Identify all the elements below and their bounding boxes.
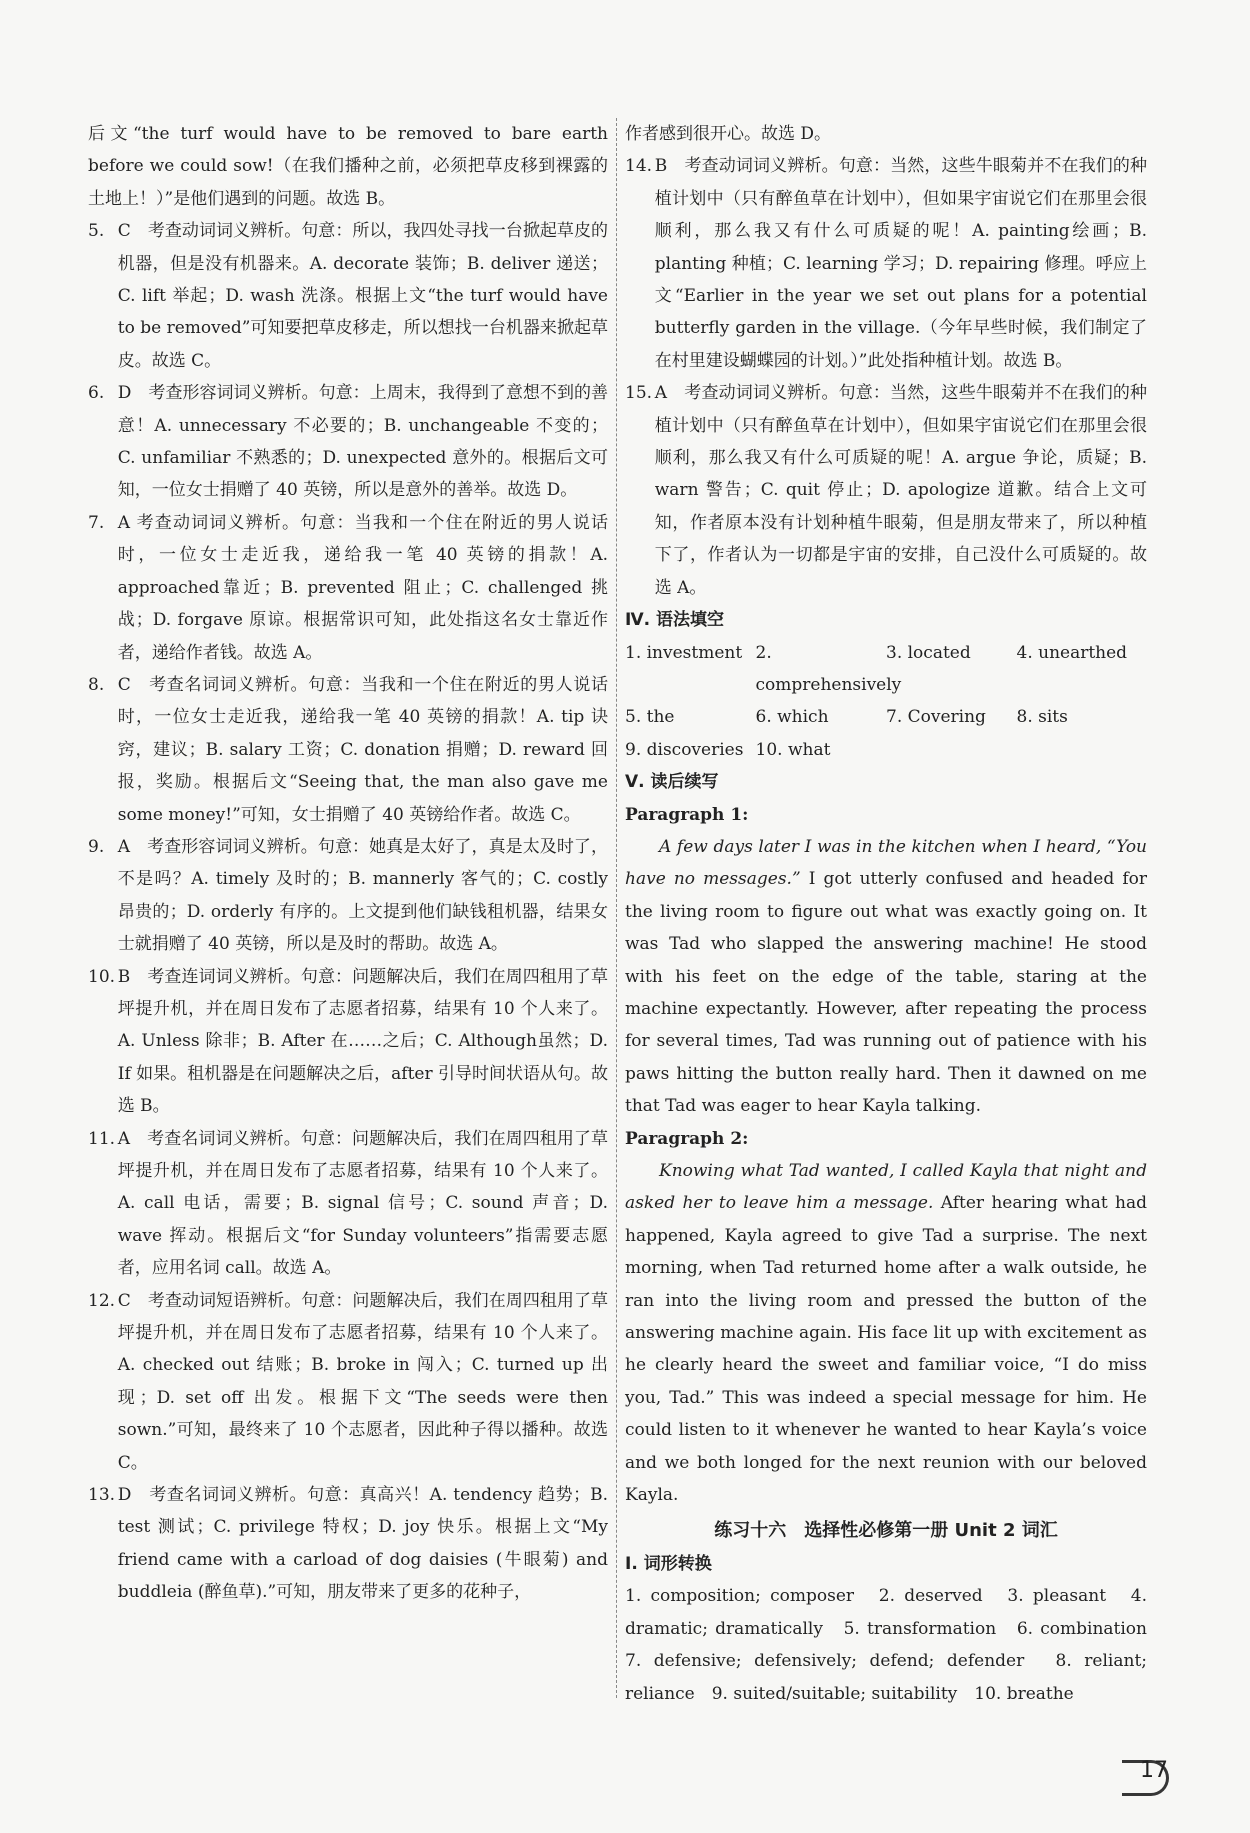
grammar-answers <box>625 637 1147 767</box>
p2-lead: Knowing what Tad wanted, I called Kayla that night and asked her to leave him a message. <box>625 1161 1147 1214</box>
page-number: 17 <box>1140 1758 1168 1783</box>
item-number: 14. <box>625 156 653 177</box>
item-text: A 考查动词词义辨析。句意：当然，这些牛眼菊并不在我们的种植计划中（只有醉鱼草在计划中），但如果宇宙说它们在那里会很顺利，那么我又有什么可质疑的呢！A. argue 争论，质疑；B. warn 警告；C. quit 停止；D. apologize 道歉。结合上文可知，作者原本没有计划种植牛眼菊，但是朋友带来了，所以种植下了，作者认为一切都是宇宙的安排，自己没什么可质疑的。故选 A。 <box>654 383 1147 598</box>
item-text: A 考查名词词义辨析。句意：问题解决后，我们在周四租用了草坪提升机，并在周日发布了志愿者招募，结果有 10 个人来了。A. call 电话，需要；B. signal 信号；C. sound 声音；D. wave 挥动。根据后文“for Sunday volunteers”指需要志愿者，应用名词 call。故选 A。 <box>117 1128 608 1279</box>
answer-item <box>625 118 1147 150</box>
answer-item <box>88 215 608 377</box>
word-form-answers: 1. composition; composer 2. deserved 3. pleasant 4. dramatic; dramatically 5. transformation 6. combination 7. defensive; defensively; defend; defender 8. reliant; reliance 9. suited/suitable; suitability 10. breathe <box>625 1586 1164 1704</box>
item-text: C 考查动词短语辨析。句意：问题解决后，我们在周四租用了草坪提升机，并在周日发布了志愿者招募，结果有 10 个人来了。A. checked out 结账；B. broke in 闯入；C. turned up 出现；D. set off 出发。根据下文“The seeds were then sown.”可知，最终来了 10 个志愿者，因此种子得以播种。故选 C。 <box>117 1290 608 1473</box>
answer-item <box>88 831 608 961</box>
p1-lead: A few days later I was in the kitchen when I heard, <box>659 836 1102 857</box>
exercise-title: 练习十六 选择性必修第一册 Unit 2 词汇 <box>714 1520 1058 1542</box>
item-text: 作者感到很开心。故选 D。 <box>625 124 832 144</box>
answer-item <box>625 150 1147 377</box>
column-divider <box>616 118 617 1698</box>
grammar-answer: 5. the <box>625 707 675 728</box>
paragraph-2 <box>625 1155 1147 1511</box>
left-column <box>88 118 608 1609</box>
item-number: 10. <box>88 966 116 987</box>
grammar-answer: 10. what <box>755 739 831 760</box>
item-number: 6. <box>88 383 105 404</box>
continuation-heading: Ⅴ. 读后续写 <box>625 772 719 793</box>
answer-item <box>88 669 608 831</box>
item-number: 11. <box>88 1128 116 1149</box>
p2-body: After hearing what had happened, Kayla agreed to give Tad a surprise. The next morning, when Tad returned home after a walk outside, he ran into the living room and pressed the button of the answering machine again. His face lit up with excitement as he clearly heard the sweet and familiar voice, “I do miss you, Tad.” This was indeed a special message for him. He could listen to it whenever he wanted to hear Kayla’s voice and we both longed for the next reunion with our beloved Kayla. <box>625 1193 1147 1506</box>
item-number: 12. <box>88 1290 116 1311</box>
grammar-answer: 6. which <box>755 707 829 728</box>
p1-quote: “You have no messages.” <box>625 836 1147 890</box>
answer-items <box>625 118 1147 604</box>
answer-item <box>88 961 608 1123</box>
grammar-answer: 7. Covering <box>886 707 986 728</box>
paragraph-1 <box>625 831 1147 1123</box>
answer-item <box>625 377 1147 604</box>
item-text: C 考查名词词义辨析。句意：当我和一个住在附近的男人说话时，一位女士走近我，递给我一笔 40 英镑的捐款！A. tip 诀窍，建议；B. salary 工资；C. donation 捐赠；D. reward 回报，奖励。根据后文“Seeing that, the man also gave me some money!”可知，女士捐赠了 40 英镑给作者。故选 C。 <box>117 674 608 825</box>
grammar-answer: 4. unearthed <box>1016 642 1128 663</box>
grammar-answer: 2. comprehensively <box>755 642 902 695</box>
p1-body: I got utterly confused and headed for the living room to figure out what was exactly going on. It was Tad who slapped the answering machine! He stood with his feet on the edge of the table, staring at the machine expectantly. However, after repeating the process for several times, Tad was running out of patience with his paws hitting the button really hard. Then it dawned on me that Tad was eager to hear Kayla talking. <box>625 869 1147 1117</box>
item-text: A 考查形容词词义辨析。句意：她真是太好了，真是太及时了，不是吗？A. timely 及时的；B. mannerly 客气的；C. costly 昂贵的；D. orderly 有序的。上文提到他们缺钱租机器，结果女士就捐赠了 40 英镑，所以是及时的帮助。故选 A。 <box>117 836 608 955</box>
grammar-answer: 3. located <box>886 642 971 663</box>
item-text: B 考查连词词义辨析。句意：问题解决后，我们在周四租用了草坪提升机，并在周日发布了志愿者招募，结果有 10 个人来了。A. Unless 除非；B. After 在……之后；C. Although虽然；D. If 如果。租机器是在问题解决之后，after 引导时间状语从句。故选 B。 <box>117 966 609 1117</box>
item-text: D 考查形容词词义辨析。句意：上周末，我得到了意想不到的善意！A. unnecessary 不必要的；B. unchangeable 不变的；C. unfamiliar 不熟悉的；D. unexpected 意外的。根据后文可知，一位女士捐赠了 40 英镑，所以是意外的善举。故选 D。 <box>117 383 608 501</box>
grammar-answer: 8. sits <box>1016 707 1068 728</box>
item-number: 9. <box>88 836 105 857</box>
answer-item <box>88 1479 608 1609</box>
answer-item <box>88 1285 608 1479</box>
item-text: A 考查动词词义辨析。句意：当我和一个住在附近的男人说话时，一位女士走近我，递给我一笔 40 英镑的捐款！A. approached靠近；B. prevented 阻止；C. challenged 挑战；D. forgave 原谅。根据常识可知，此处指这名女士靠近作者，递给作者钱。故选 A。 <box>117 512 608 663</box>
answer-item <box>88 507 608 669</box>
answer-item <box>88 1123 608 1285</box>
answer-item <box>88 118 608 215</box>
item-text: C 考查动词词义辨析。句意：所以，我四处寻找一台掀起草皮的机器，但是没有机器来。A. decorate 装饰；B. deliver 递送；C. lift 举起；D. wash 洗涤。根据上文“the turf would have to be removed”可知要把草皮移走，所以想找一台机器来掀起草皮。故选 C。 <box>117 221 608 371</box>
word-form-heading: Ⅰ. 词形转换 <box>625 1553 712 1574</box>
item-text: D 考查名词词义辨析。句意：真高兴！A. tendency 趋势；B. test 测试；C. privilege 特权；D. joy 快乐。根据上文“My friend came with a carload of dog daisies (牛眼菊) and buddleia (醉鱼草).”可知，朋友带来了更多的花种子， <box>117 1485 608 1603</box>
item-text: 后文“the turf would have to be removed to bare earth before we could sow!（在我们播种之前，必须把草皮移到裸露的土地上！）”是他们遇到的问题。故选 B。 <box>88 124 608 209</box>
right-column <box>625 118 1164 1710</box>
grammar-answer: 9. discoveries <box>625 739 744 760</box>
grammar-answer: 1. investment <box>625 642 743 663</box>
item-number: 15. <box>625 383 653 404</box>
paragraph-2-label: Paragraph 2: <box>625 1128 749 1149</box>
item-number: 5. <box>88 221 105 242</box>
grammar-heading: Ⅳ. 语法填空 <box>625 610 725 631</box>
paragraph-1-label: Paragraph 1: <box>625 804 749 825</box>
item-text: B 考查动词词义辨析。句意：当然，这些牛眼菊并不在我们的种植计划中（只有醉鱼草在计划中），但如果宇宙说它们在那里会很顺利，那么我又有什么可质疑的呢！A. painting绘画；B. planting 种植；C. learning 学习；D. repairing 修理。呼应上文“Earlier in the year we set out plans for a potential butterfly garden in the village.（今年早些时候，我们制定了在村里建设蝴蝶园的计划。）”此处指种植计划。故选 B。 <box>654 156 1147 371</box>
answer-item <box>88 377 608 507</box>
item-number: 13. <box>88 1485 116 1506</box>
item-number: 8. <box>88 674 105 695</box>
item-number: 7. <box>88 512 105 533</box>
